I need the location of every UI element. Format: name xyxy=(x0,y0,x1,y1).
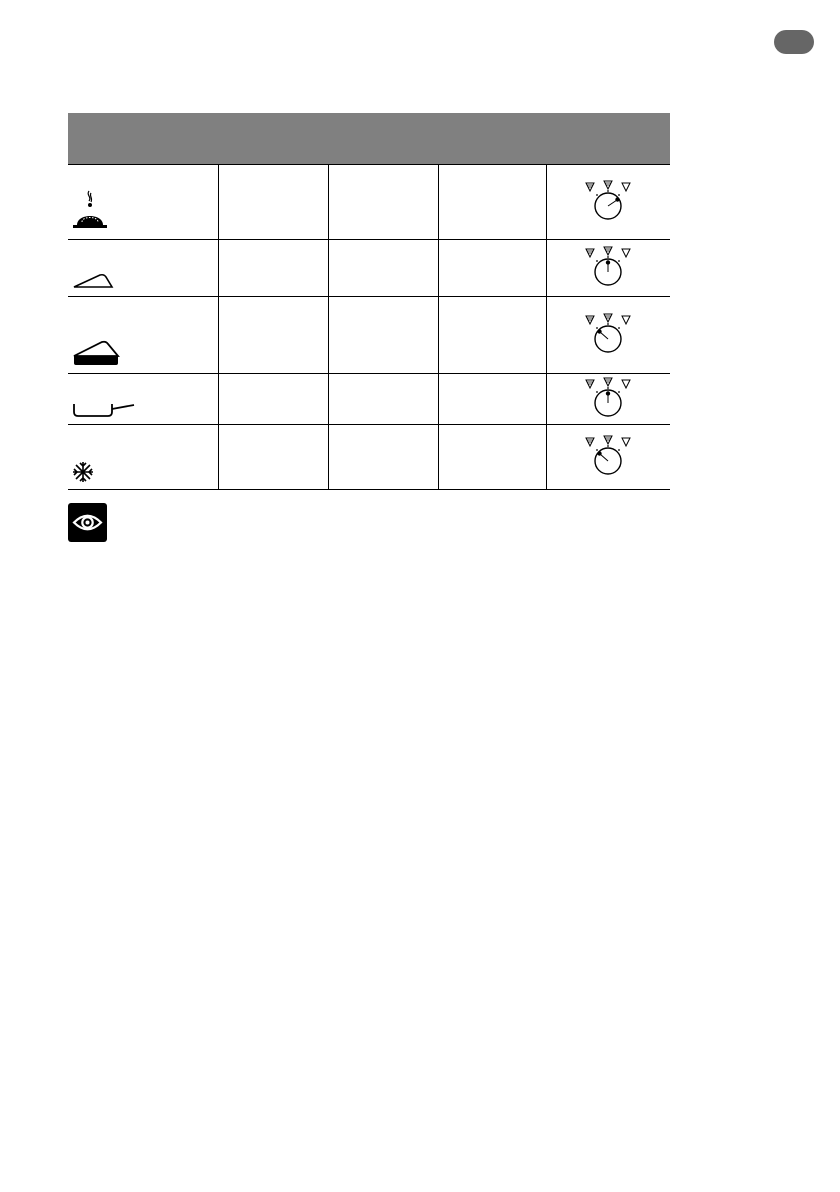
food-cell xyxy=(68,165,218,240)
value-cell xyxy=(438,425,546,490)
value-cell xyxy=(218,425,328,490)
value-cell xyxy=(218,374,328,425)
dial-cell xyxy=(546,425,670,490)
language-tab xyxy=(774,30,814,54)
dial-cell xyxy=(546,374,670,425)
table-row xyxy=(68,374,670,425)
table-row xyxy=(68,297,670,374)
power-dial-icon xyxy=(582,377,634,421)
value-cell xyxy=(438,240,546,297)
food-cell xyxy=(68,425,218,490)
value-cell xyxy=(218,297,328,374)
header-cell xyxy=(438,113,546,165)
food-cell xyxy=(68,240,218,297)
header-cell xyxy=(328,113,438,165)
thin-slice-icon xyxy=(72,272,114,290)
table-header xyxy=(68,113,670,165)
food-cell xyxy=(68,297,218,374)
power-dial-icon xyxy=(582,435,634,479)
table-row xyxy=(68,165,670,240)
frying-pan-icon xyxy=(72,400,136,418)
dial-cell xyxy=(546,165,670,240)
value-cell xyxy=(218,240,328,297)
eye-icon xyxy=(68,503,107,542)
power-dial-icon xyxy=(582,246,634,290)
dial-cell xyxy=(546,297,670,374)
dial-cell xyxy=(546,240,670,297)
value-cell xyxy=(328,374,438,425)
header-cell xyxy=(218,113,328,165)
thick-slice-icon xyxy=(72,339,120,367)
warming-dish-icon xyxy=(72,189,108,233)
food-cell xyxy=(68,374,218,425)
value-cell xyxy=(218,165,328,240)
power-dial-icon xyxy=(582,180,634,224)
value-cell xyxy=(328,425,438,490)
table-row xyxy=(68,425,670,490)
header-cell xyxy=(68,113,218,165)
value-cell xyxy=(328,297,438,374)
cooking-settings-table xyxy=(68,113,670,490)
table-row xyxy=(68,240,670,297)
value-cell xyxy=(438,374,546,425)
snowflake-icon xyxy=(72,461,94,483)
value-cell xyxy=(328,165,438,240)
value-cell xyxy=(328,240,438,297)
value-cell xyxy=(438,165,546,240)
power-dial-icon xyxy=(582,313,634,357)
value-cell xyxy=(438,297,546,374)
header-cell xyxy=(546,113,670,165)
